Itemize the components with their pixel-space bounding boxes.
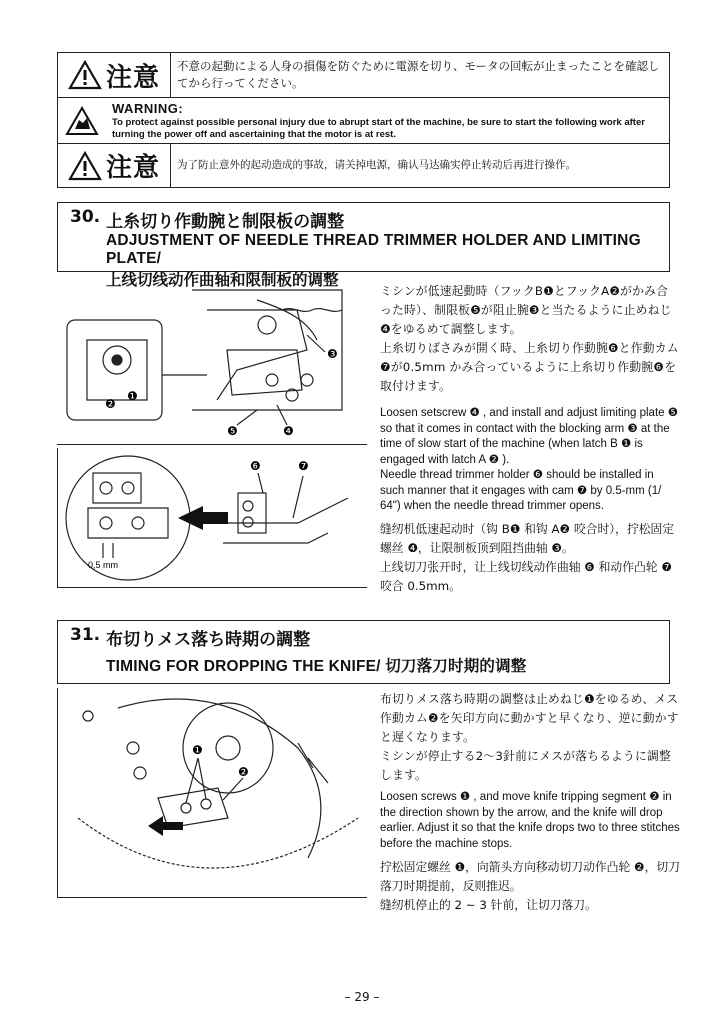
callout-1: ❶ — [192, 743, 203, 757]
callout-1: ❶ — [127, 389, 138, 403]
warning-triangle-icon — [68, 60, 102, 90]
section-31-title-en: TIMING FOR DROPPING THE KNIFE/ — [106, 658, 381, 675]
jp-paragraph: ミシンが停止する2〜3針前にメスが落ちるように調整します。 — [380, 749, 672, 782]
section-30-jp-text — [380, 282, 680, 396]
caution-label: 注意 — [105, 62, 160, 93]
callout-7: ❼ — [298, 459, 309, 473]
callout-4: ❹ — [283, 424, 294, 438]
section-31-title-cn: 切刀落刀时期的调整 — [385, 657, 527, 675]
dimension-label: 0,5 mm — [88, 560, 119, 570]
caution-badge-cn — [58, 144, 171, 187]
jp-paragraph: ミシンが低速起動時（フックB❶とフックA❷がかみ合った時）、制限板❺が阻止腕❸と当たるように止めねじ❹をゆるめて調整します。 — [380, 284, 672, 336]
cn-paragraph: 缝纫机低速起动时（钩 B❶ 和钩 A❷ 咬合时），拧松固定螺丝 ❹，让限制板顶到阻挡曲轴 ❸。 — [380, 522, 675, 555]
section-31-jp-text — [380, 690, 680, 785]
callout-3: ❸ — [327, 347, 338, 361]
section-31-header — [57, 620, 670, 684]
figure-30-mechanism — [57, 280, 367, 445]
warning-hazard-badge — [58, 98, 106, 143]
jp-paragraph: 上糸切りばさみが開く時、上糸切り作動腕❻と作動カム❼が0.5mm かみ合っているように上糸切り作動腕❻を取付けます。 — [380, 341, 679, 393]
section-31-title-jp: 布切りメス落ち時期の調整 — [106, 630, 311, 650]
jp-paragraph: 布切りメス落ち時期の調整は止めねじ❶をゆるめ、メス作動カム❷を矢印方向に動かすと早くなり、逆に動かすと遅くなります。 — [380, 692, 679, 744]
warning-english — [57, 98, 670, 144]
caution-label-cn: 注意 — [105, 153, 160, 183]
cn-paragraph: 上线切刀张开时，让上线切线动作曲轴 ❻ 和动作凸轮 ❼ 咬合 0.5mm。 — [380, 560, 672, 593]
section-30-number: 30. — [70, 207, 101, 227]
warning-title: WARNING: — [112, 101, 184, 116]
figure-30-detail — [57, 448, 367, 588]
page-number: – 29 – — [344, 990, 380, 1004]
section-30-cn-text — [380, 520, 680, 596]
knife-cam-diagram — [58, 688, 368, 898]
warning-triangle-icon — [68, 151, 102, 181]
warning-chinese — [57, 144, 670, 188]
callout-6: ❻ — [250, 459, 261, 473]
section-30-header — [57, 202, 670, 289]
en-paragraph: Loosen setscrew ❹ , and install and adjust limiting plate ❺ so that it comes in contact with the blocking arm ❸ at the time of slow start of the machine (when latch B ❶ is engaged with latch A ❷ ). — [380, 407, 679, 466]
cn-paragraph: 拧松固定螺丝 ❶，向箭头方向移动切刀动作凸轮 ❷，切刀落刀时期提前，反则推迟。 — [380, 860, 680, 893]
trimmer-mechanism-diagram — [57, 280, 367, 445]
callout-2: ❷ — [105, 397, 116, 411]
figure-31-knife-cam — [57, 688, 367, 898]
section-30-title-cn: 上线切线动作曲轴和限制板的调整 — [106, 271, 339, 289]
en-paragraph: Needle thread trimmer holder ❻ should be installed in such manner that it engages with cam ❼ by 0.5-mm (1/ 64") when the needle thread trimmer opens. — [380, 469, 662, 512]
warning-en-text: To protect against possible personal injury due to abrupt start of the machine, be sure to start the following work after turning the power off and ascertaining that the motor is at rest. — [112, 117, 645, 140]
section-30-title-jp: 上糸切り作動腕と制限板の調整 — [106, 212, 345, 232]
hand-hazard-icon — [65, 106, 99, 136]
section-31-cn-text — [380, 858, 680, 915]
en-paragraph: Loosen screws ❶ , and move knife tripping segment ❷ in the direction shown by the arrow, and the knife will drop earlier. Adjust it so that the knife drops two to three stitches before the machine stops. — [380, 791, 680, 850]
warning-jp-text: 不意の起動による人身の損傷を防ぐために電源を切り、モータの回転が止まったことを確認してから行ってください。 — [177, 59, 660, 90]
arrow-icon — [178, 506, 228, 530]
caution-badge — [58, 53, 171, 97]
section-30-title-en: ADJUSTMENT OF NEEDLE THREAD TRIMMER HOLDER AND LIMITING PLATE/ — [106, 232, 641, 267]
section-30-en-text — [380, 406, 680, 515]
warning-cn-text: 为了防止意外的起动造成的事故，请关掉电源，确认马达确实停止转动后再进行操作。 — [177, 159, 576, 171]
trimmer-detail-diagram — [58, 448, 368, 588]
cn-paragraph: 缝纫机停止的 2 ~ 3 针前，让切刀落刀。 — [380, 898, 597, 912]
section-31-number: 31. — [70, 625, 101, 645]
section-31-en-text — [380, 790, 680, 852]
warning-japanese — [57, 52, 670, 98]
callout-5: ❺ — [227, 424, 238, 438]
callout-2: ❷ — [238, 765, 249, 779]
